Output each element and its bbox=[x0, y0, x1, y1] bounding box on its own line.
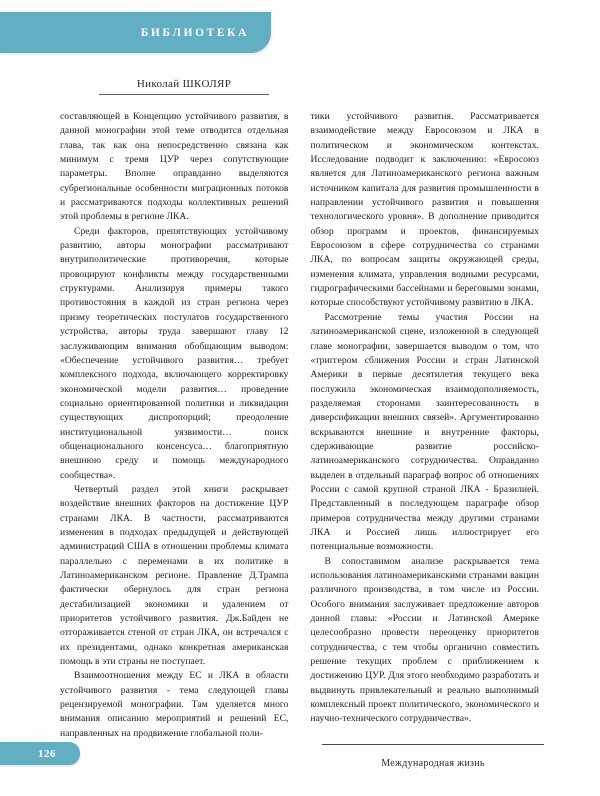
section-banner-label: БИБЛИОТЕКА bbox=[140, 27, 249, 39]
paragraph: В сопоставимом анализе раскрывается тема использования латиноамериканскими странами вакцин различного производства, в том числе из России. Особого внимания заслуживает предложение авторов данной главы: «России и Латинской Америке целесообразно провести переоценку приоритетов сотрудничества, с тем чтобы органично совместить решение текущих проблем с приближением к достижению ЦУР. Для этого необходимо разработать и выдвинуть привлекательный и реально выполнимый комплексный проект политического, экономического и научно-технического сотрудничества». bbox=[310, 555, 539, 725]
right-column bbox=[311, 110, 540, 741]
article-body bbox=[60, 110, 539, 741]
page-number: 126 bbox=[38, 747, 56, 760]
section-banner bbox=[0, 12, 271, 53]
paragraph: Взаимоотношения между ЕС и ЛКА в области устойчивого развития - тема следующей главы рецензируемой монографии. Там уделяется много внимания описанию мероприятий и решений ЕС, направленных на продвижение глобальной поли- bbox=[60, 670, 289, 739]
paragraph: Среди факторов, препятствующих устойчивому развитию, авторы монографии рассматривают внутриполитические противоречия, которые провоцируют конфликты между государственными структурами. Анализируя примеры такого противостояния в каждой из стран региона через призму теоретических постулатов государственного устройства, авторы труда завершают главу 12 заслуживающим внимания обобщающим выводом: «Обеспечение устойчивого развития… требует комплексного подхода, включающего корректировку экономической модели развития… проведение социально ориентированной политики и ликвидации существующих диспропорций; преодоление институциональной уязвимости… поиск общенационального консенсуса… благоприятную внешнюю среду и помощь международного сообщества». bbox=[60, 225, 289, 481]
journal-name: Международная жизнь bbox=[381, 758, 485, 769]
footer-journal bbox=[322, 744, 544, 771]
paragraph: тики устойчивого развития. Рассматривается взаимодействие между Евросоюзом и ЛКА в политическом и экономическом контекстах. Исследование подводит к заключению: «Евросоюз является для Латиноамериканского региона важным источником капитала для развития промышленности в направлении устойчивого развития и повышения технологического уровня». В дополнение приводится обзор программ и проектов, финансируемых Евросоюзом в сфере сотрудничества со странами ЛКА, по вопросам защиты окружающей среды, изменения климата, управления водными ресурсами, гидрографическими бассейнами и береговыми зонами, которые способствуют устойчивому развитию в ЛКА. bbox=[310, 111, 539, 309]
byline bbox=[99, 78, 269, 95]
author-name: Николай ШКОЛЯР bbox=[136, 78, 232, 90]
paragraph: Рассмотрение темы участия России на латиноамериканской сцене, изложенной в следующей главе монографии, завершается выводом о том, что «триггером сближения России и стран Латинской Америки в первые десятилетия текущего века послужила экономическая взаимодополняемость, разделяемая сторонами заинтересованность в диверсификации внешних связей». Аргументированно вскрываются внешние и внутренние факторы, сдерживающие развитие российско-латиноамериканского сотрудничества. Оправданно выделен в отдельный параграф вопрос об отношениях России с самой крупной страной ЛКА - Бразилией. Представленный в последующем параграфе обзор примеров сотрудничества между другими странами ЛКА и Россией лишь иллюстрирует его потенциальные возможности. bbox=[310, 311, 539, 553]
paragraph: составляющей в Концепцию устойчивого развития, в данной монографии этой теме отводится отдельная глава, так как она непосредственно связана как минимум с тремя ЦУР через сопутствующие параметры. Вполне оправданно выделяются субрегиональные особенности миграционных потоков и рассматриваются подходы коллективных решений этой проблемы в регионе ЛКА. bbox=[60, 111, 289, 223]
left-column bbox=[60, 110, 289, 741]
paragraph: Четвертый раздел этой книги раскрывает воздействие внешних факторов на достижение ЦУР странами ЛКА. В частности, рассматриваются изменения в подходах предыдущей и действующей администраций США в отношении проблемы климата параллельно с переменами в их политике в Латиноамериканском регионе. Правление Д.Трампа фактически обернулось для стран региона дестабилизацией экономики и удалением от приоритетов устойчивого развития. Дж.Байден не отгораживается стеной от стран ЛКА, он встречался с их президентами, однако конкретная американская помощь в эти страны не поступает. bbox=[60, 483, 289, 668]
page-number-tab bbox=[0, 742, 80, 765]
